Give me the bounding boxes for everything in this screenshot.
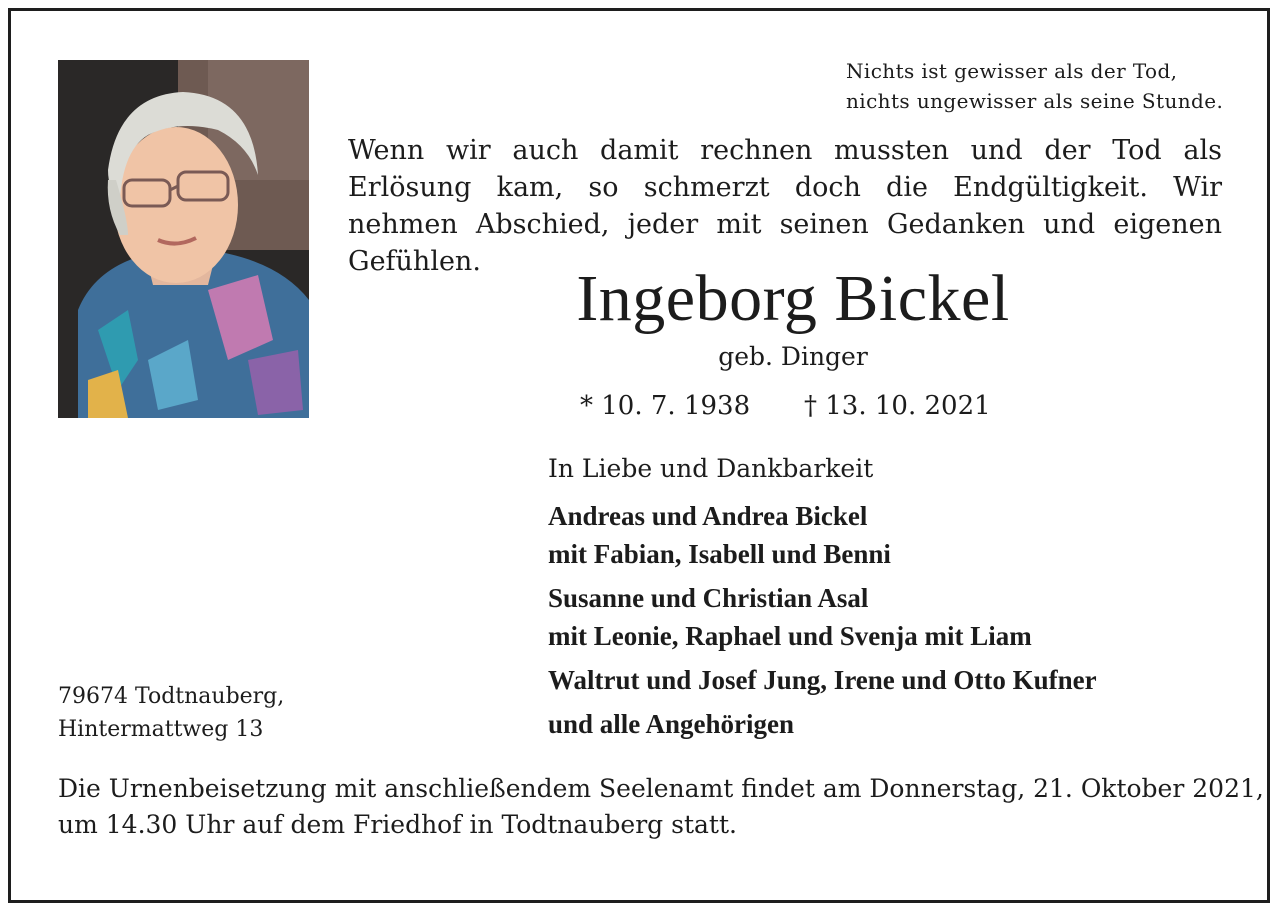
portrait-photo [58,60,309,418]
death-date: † 13. 10. 2021 [804,391,991,421]
motto-quote [846,56,1223,116]
burial-line-2: um 14.30 Uhr auf dem Friedhof in Todtnauberg statt. [58,810,737,839]
address-line-1: 79674 Todtnauberg, [58,684,285,709]
mourner-group [548,497,1097,573]
maiden-name: geb. Dinger [718,342,868,371]
burial-notice [58,771,1264,843]
mourners-closing: und alle Angehörigen [548,709,795,739]
mourner-line: mit Fabian, Isabell und Benni [548,539,891,569]
mourner-group [548,579,1097,655]
mourners-list [548,497,1097,743]
address-line-2: Hintermattweg 13 [58,717,264,742]
motto-line-1: Nichts ist gewisser als der Tod, [846,59,1178,83]
mourner-line: Waltrut und Josef Jung, Irene und Otto Kufner [548,665,1097,695]
mourner-group [548,661,1097,699]
mourner-line: mit Leonie, Raphael und Svenja mit Liam [548,621,1032,651]
mourners-intro: In Liebe und Dankbarkeit [548,454,874,483]
motto-line-2: nichts ungewisser als seine Stunde. [846,89,1224,113]
mourner-line: Andreas und Andrea Bickel [548,501,868,531]
intro-text: Wenn wir auch damit rechnen mussten und der Tod als Erlösung kam, so schmerzt doch die Endgültigkeit. Wir nehmen Abschied, jeder mit seinen Gedanken und eigenen Gefühlen. [348,135,1222,277]
deceased-name: Ingeborg Bickel [576,262,1010,335]
mourner-line: Susanne und Christian Asal [548,583,869,613]
family-address [58,680,284,746]
burial-line-1: Die Urnenbeisetzung mit anschließendem Seelenamt findet am Donnerstag, 21. Oktober 2021, [58,774,1264,803]
birth-date: * 10. 7. 1938 [580,391,751,421]
